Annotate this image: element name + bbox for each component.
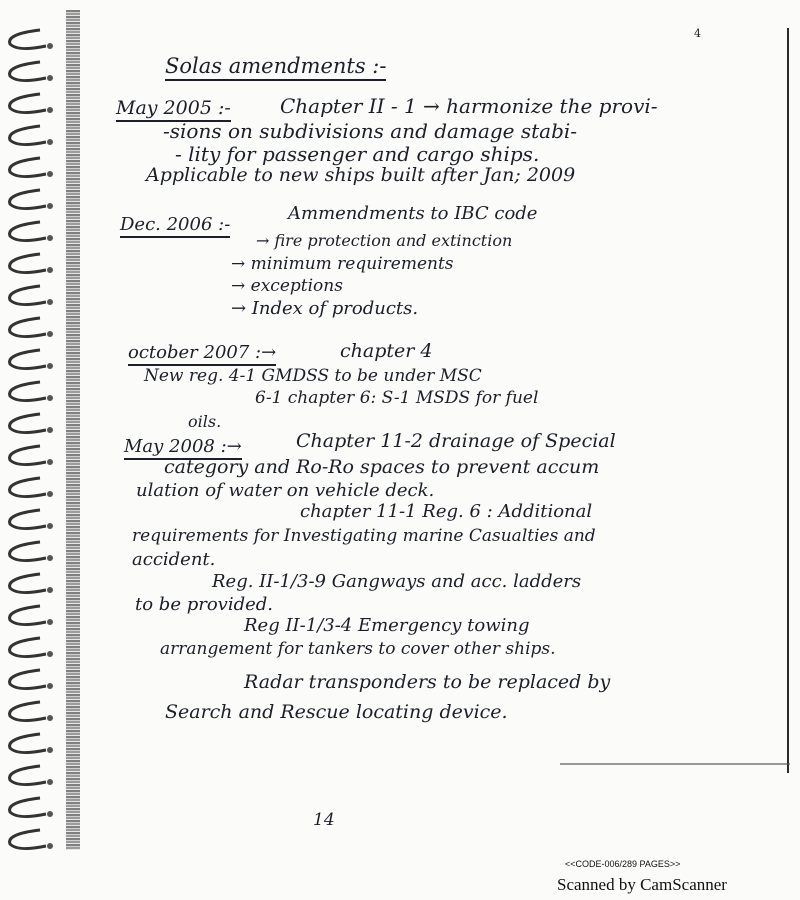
note-line: Search and Rescue locating device. (165, 701, 508, 723)
note-line: Reg. II-1/3-9 Gangways and acc. ladders (212, 571, 582, 592)
note-line: New reg. 4-1 GMDSS to be under MSC (144, 366, 482, 386)
note-line: → exceptions (231, 276, 343, 296)
note-line: Applicable to new ships built after Jan; 2009 (146, 164, 576, 186)
note-line: → Index of products. (231, 298, 419, 319)
note-line: → fire protection and extinction (256, 231, 513, 250)
note-line: chapter 4 (340, 340, 433, 362)
page-marker: 14 (313, 810, 335, 830)
note-line: ulation of water on vehicle deck. (136, 480, 435, 501)
note-line: to be provided. (135, 594, 273, 615)
section-date-may-2005: May 2005 :- (116, 99, 231, 122)
code-footer: <<CODE-006/289 PAGES>> (565, 859, 681, 869)
note-line: chapter 11-1 Reg. 6 : Additional (300, 501, 593, 522)
note-line: → minimum requirements (231, 254, 454, 274)
note-line: oils. (188, 412, 222, 431)
section-date-may-2008: May 2008 :→ (124, 438, 242, 460)
bottom-rule (560, 763, 790, 765)
page-heading: Solas amendments :- (165, 56, 386, 81)
note-line: category and Ro-Ro spaces to prevent accum (164, 456, 600, 478)
note-line: Reg II-1/3-4 Emergency towing (244, 615, 530, 636)
margin-rule (787, 28, 789, 773)
note-line: Chapter 11-2 drainage of Special (296, 430, 616, 452)
note-line: accident. (132, 549, 216, 570)
note-line: - lity for passenger and cargo ships. (175, 142, 540, 166)
note-line: 6-1 chapter 6: S-1 MSDS for fuel (255, 388, 539, 408)
note-line: requirements for Investigating marine Casualties and (132, 526, 596, 546)
scanner-watermark: Scanned by CamScanner (557, 875, 727, 894)
note-line: Ammendments to IBC code (288, 203, 538, 224)
spiral-binding (0, 10, 70, 870)
section-date-dec-2006: Dec. 2006 :- (120, 216, 230, 238)
section-date-october-2007: october 2007 :→ (128, 344, 276, 366)
binding-margin (66, 10, 80, 850)
note-line: -sions on subdivisions and damage stabi- (163, 119, 578, 143)
note-line: Radar transponders to be replaced by (244, 671, 611, 693)
page-number: 4 (694, 27, 701, 40)
note-line: arrangement for tankers to cover other ships. (160, 639, 556, 659)
note-line: Chapter II - 1 → harmonize the provi- (280, 94, 658, 118)
